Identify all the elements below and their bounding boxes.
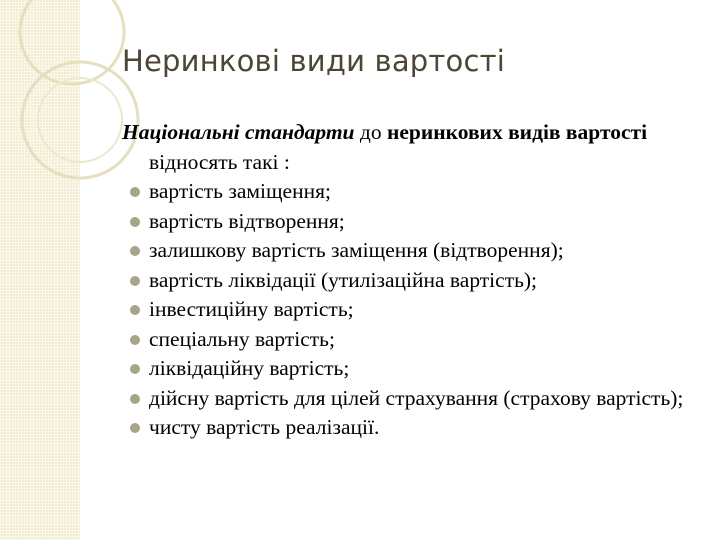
list-item	[122, 266, 702, 296]
bullet-icon	[130, 394, 140, 404]
bullet-icon	[130, 187, 140, 197]
intro-tail: відносять такі :	[149, 149, 290, 174]
bullet-icon	[130, 217, 140, 227]
bullet-icon	[130, 335, 140, 345]
bullet-icon	[130, 246, 140, 256]
list-item	[122, 325, 702, 355]
list-item-text: вартість ліквідації (утилізаційна вартість);	[149, 267, 538, 292]
bullet-icon	[130, 305, 140, 315]
list-item	[122, 236, 702, 266]
list-item-text: залишкову вартість заміщення (відтворення);	[149, 238, 564, 262]
list-item	[122, 177, 702, 207]
intro-emphasis: Національні стандарти	[122, 120, 355, 144]
list-item-text: вартість заміщення;	[149, 179, 331, 203]
bullet-icon	[130, 276, 140, 286]
list-item	[122, 384, 702, 414]
intro-bold: неринкових видів вартості	[386, 120, 648, 144]
list-item-text: інвестиційну вартість;	[149, 297, 354, 321]
list-item-text: вартість відтворення;	[149, 208, 345, 233]
value-types-list	[122, 177, 702, 443]
list-item	[122, 413, 702, 443]
intro-paragraph	[122, 118, 702, 177]
list-item-text: спеціальну вартість;	[149, 326, 335, 351]
bullet-icon	[130, 364, 140, 374]
slide-body	[122, 118, 702, 443]
list-item-text: дійсну вартість для цілей страхування (страхову вартість);	[149, 385, 684, 410]
list-item-text: чисту вартість реалізації.	[149, 415, 380, 439]
list-item	[122, 295, 702, 325]
intro-connector: до	[354, 120, 387, 144]
list-item	[122, 207, 702, 237]
list-item-text: ліквідаційну вартість;	[149, 356, 350, 380]
decorative-side-band	[0, 0, 80, 540]
list-item	[122, 354, 702, 384]
bullet-icon	[130, 423, 140, 433]
slide-title: Неринкові види вартості	[122, 44, 505, 78]
